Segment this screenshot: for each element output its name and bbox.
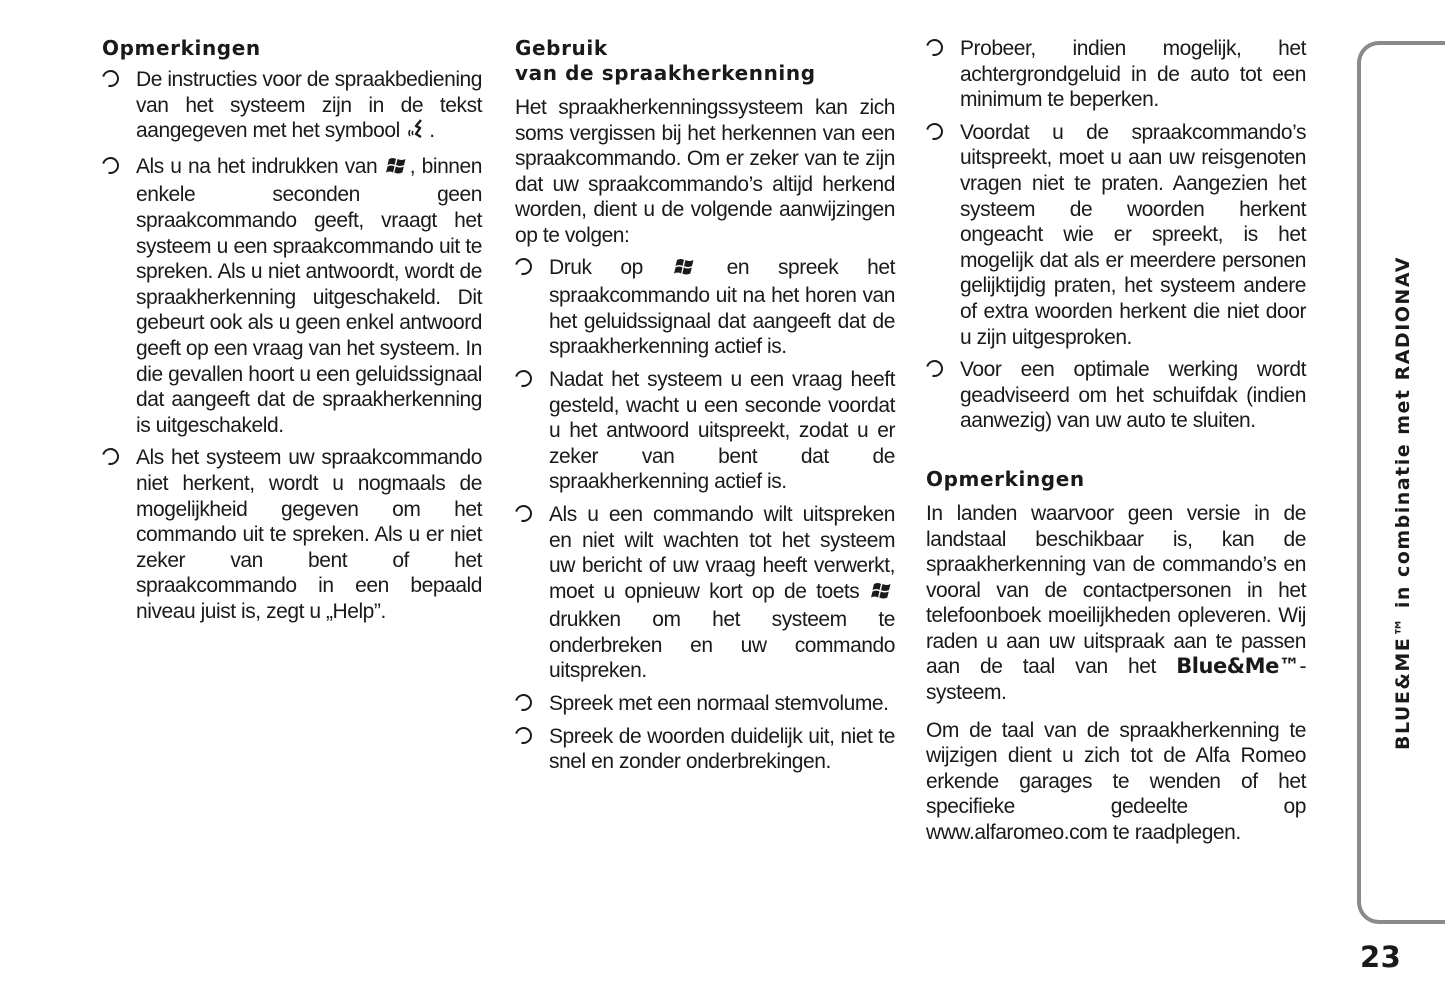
list-item: Als u na het indrukken van , binnen enkele seconden geen spraakcommando geeft, vraagt het systeem u een spraakcommando uit te spreken. Als u niet antwoordt, wordt de spraakherkenning uitgeschakeld. Dit gebeurt ook als u geen enkel antwoord geeft op een vraag van het systeem. In die gevallen hoort u een geluidssignaal dat aangeeft dat de spraakherkenning is uitgeschakeld. [102, 154, 482, 439]
windows-key-icon [386, 156, 408, 183]
language-change-paragraph: Om de taal van de spraakherkenning te wijzigen dient u zich tot de Alfa Romeo erkende garages te wenden of het specifieke gedeelte op www.alfaromeo.com te raadplegen. [926, 718, 1306, 845]
column-middle [515, 36, 895, 782]
instructions-list [515, 255, 895, 775]
bullet-icon [512, 502, 535, 525]
list-item: Spreek met een normaal stemvolume. [515, 691, 895, 717]
list-item: Voor een optimale werking wordt geadviseerd om het schuifdak (indien aanwezig) van uw auto te sluiten. [926, 357, 1306, 434]
section-heading-opmerkingen: Opmerkingen [102, 36, 261, 60]
bullet-icon [512, 367, 535, 390]
notes-list [102, 67, 482, 624]
list-item: Probeer, indien mogelijk, het achtergrondgeluid in de auto tot een minimum te beperken. [926, 36, 1306, 113]
windows-key-icon [871, 581, 893, 608]
bullet-icon [923, 120, 946, 143]
list-item: De instructies voor de spraakbediening van het systeem zijn in de tekst aangegeven met het symbool . [102, 67, 482, 147]
list-item: Als het systeem uw spraakcommando niet herkent, wordt u nogmaals de mogelijkheid gegeven om het commando uit te spreken. Als u er niet zeker van bent of het spraakcommando in een bepaald niveau juist is, zegt u „Help”. [102, 445, 482, 624]
section-heading-opmerkingen-2: Opmerkingen [926, 466, 1085, 491]
language-paragraph: In landen waarvoor geen versie in de landstaal beschikbaar is, kan de spraakherkenning van de commando’s en vooral van de contactpersonen in het telefoonboek moeilijkheden opleveren. Wij raden u aan uw uitspraak aan te passen aan de taal van het Blue&Me™-systeem. [926, 501, 1306, 705]
list-item: Druk op en spreek het spraakcommando uit na het horen van het geluidssignaal dat aangeeft dat de spraakherkenning actief is. [515, 255, 895, 360]
list-item: Als u een commando wilt uitspreken en niet wilt wachten tot het systeem uw bericht of uw vraag heeft verwerkt, moet u opnieuw kort op de toets drukken om het systeem te onderbreken en uw commando uitspreken. [515, 502, 895, 684]
section-tab-label: BLUE&ME™ in combinatie met RADIONAV [1392, 256, 1414, 750]
intro-paragraph: Het spraakherkenningssysteem kan zich soms vergissen bij het herkennen van een spraakcommando. Om er zeker van te zijn dat uw spraakcommando’s altijd herkend worden, dient u de volgende aanwijzingen op te volgen: [515, 96, 895, 247]
list-item: Spreek de woorden duidelijk uit, niet te snel en zonder onderbrekingen. [515, 724, 895, 775]
page-number: 23 [1360, 940, 1402, 974]
column-left [102, 36, 482, 631]
column-right [926, 36, 1306, 846]
bullet-icon [512, 691, 535, 714]
list-item: Nadat het systeem u een vraag heeft gesteld, wacht u een seconde voordat u het antwoord uitspreekt, zodat u er zeker van bent dat de spraakherkenning actief is. [515, 367, 895, 495]
bullet-icon [512, 724, 535, 747]
bullet-icon [512, 254, 535, 277]
tips-list [926, 36, 1306, 434]
section-heading-gebruik: Gebruik van de spraakherkenning [515, 36, 816, 85]
voice-command-icon [407, 118, 427, 147]
bullet-icon [99, 445, 122, 468]
bullet-icon [923, 357, 946, 380]
list-item: Voordat u de spraakcommando’s uitspreekt, moet u aan uw reisgenoten vragen niet te praten. Aangezien het systeem de woorden herkent ongeacht wie er spreekt, is het mogelijk dat als er meerdere personen gelijktijdig praten, het systeem andere of extra woorden herkent die niet door u zijn uitgesproken. [926, 120, 1306, 350]
bullet-icon [99, 67, 122, 90]
bullet-icon [99, 154, 122, 177]
windows-key-icon [674, 257, 696, 284]
brand-name: Blue&Me™ [1176, 654, 1300, 679]
bullet-icon [923, 36, 946, 59]
